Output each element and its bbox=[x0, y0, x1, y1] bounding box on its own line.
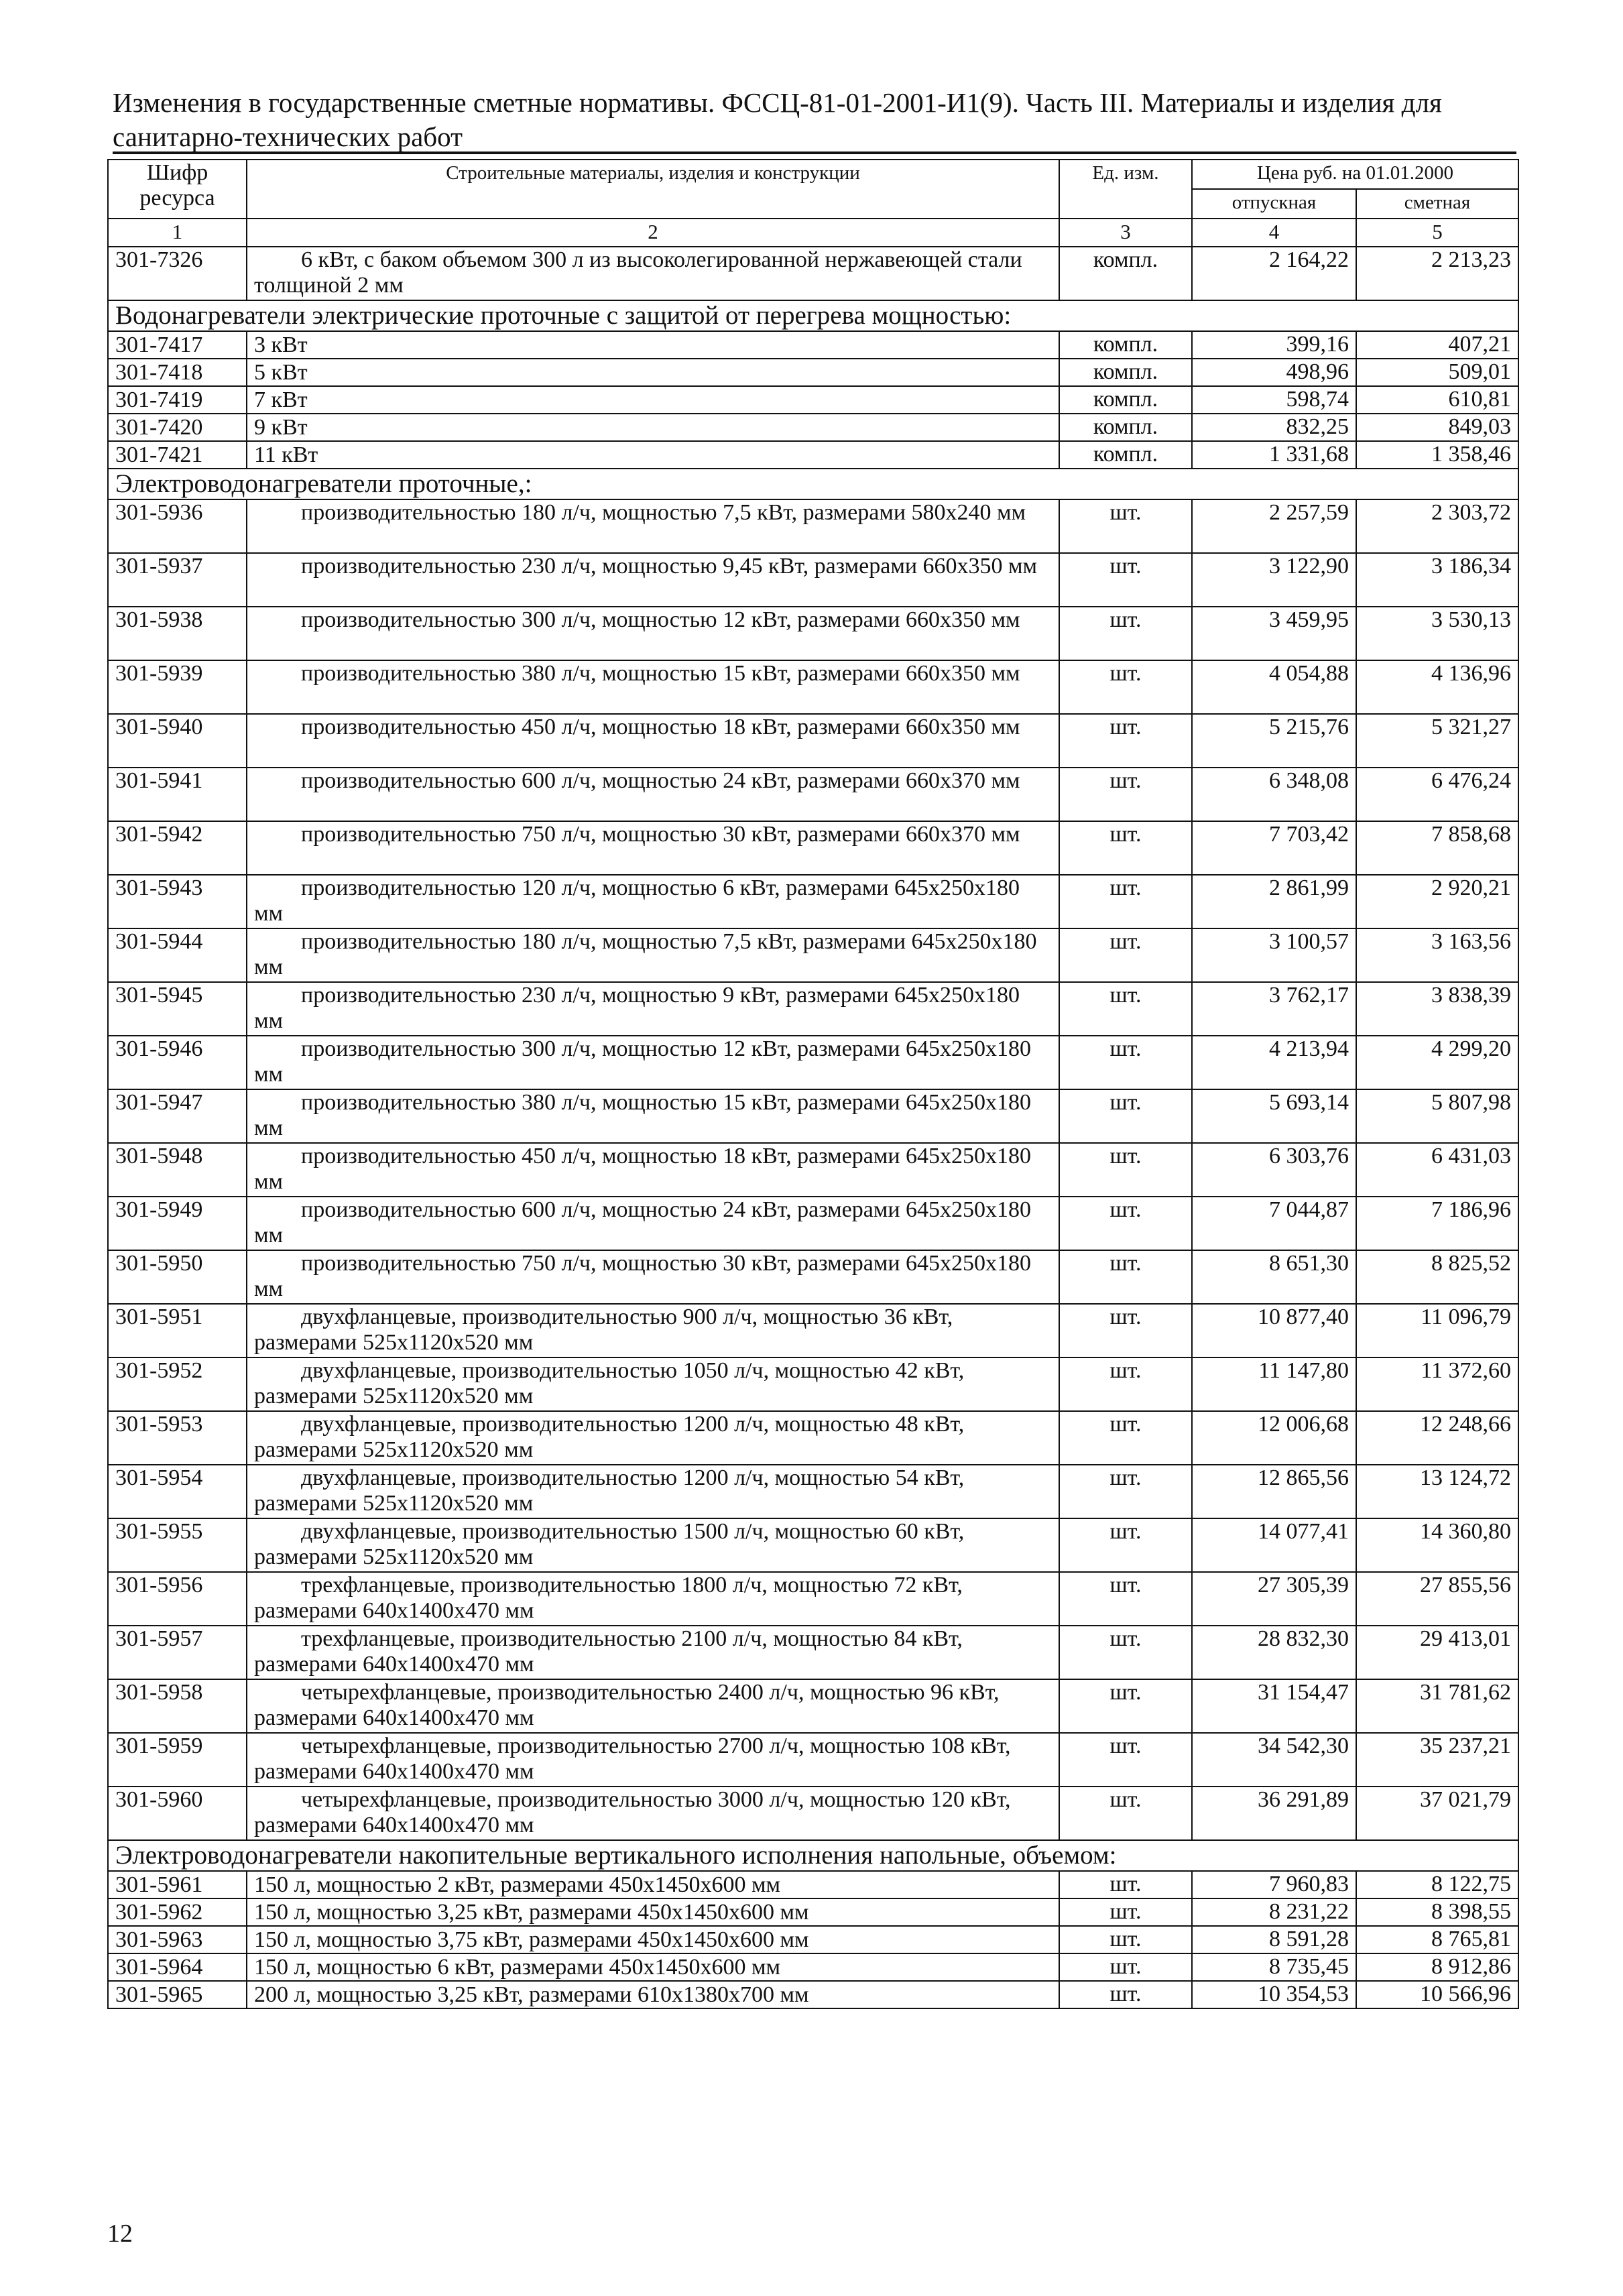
estimate-price-cell: 8 765,81 bbox=[1356, 1926, 1518, 1953]
estimate-price-cell: 509,01 bbox=[1356, 359, 1518, 386]
material-name-cell: трехфланцевые, производительностью 2100 л/ч, мощностью 84 кВт, размерами 640х1400х470 мм bbox=[247, 1626, 1059, 1679]
table-row bbox=[108, 982, 1518, 1036]
price-table bbox=[107, 159, 1519, 2009]
unit-cell: компл. bbox=[1059, 359, 1192, 386]
col-header-code: Шифр ресурса bbox=[108, 160, 247, 219]
unit-cell: шт. bbox=[1059, 875, 1192, 928]
page-number: 12 bbox=[107, 2220, 133, 2248]
estimate-price-cell: 6 431,03 bbox=[1356, 1143, 1518, 1197]
release-price-cell: 34 542,30 bbox=[1192, 1733, 1356, 1787]
table-row bbox=[108, 660, 1518, 714]
material-name-cell: производительностью 230 л/ч, мощностью 9,45 кВт, размерами 660х350 мм bbox=[247, 553, 1059, 607]
estimate-price-cell: 29 413,01 bbox=[1356, 1626, 1518, 1679]
material-name-cell: производительностью 380 л/ч, мощностью 15 кВт, размерами 645х250х180 мм bbox=[247, 1089, 1059, 1143]
estimate-price-cell: 8 398,55 bbox=[1356, 1898, 1518, 1926]
estimate-price-cell: 13 124,72 bbox=[1356, 1465, 1518, 1518]
table-row bbox=[108, 1679, 1518, 1733]
release-price-cell: 7 960,83 bbox=[1192, 1871, 1356, 1898]
material-name-cell: 150 л, мощностью 6 кВт, размерами 450х1450х600 мм bbox=[247, 1953, 1059, 1981]
unit-cell: компл. bbox=[1059, 331, 1192, 359]
release-price-cell: 6 303,76 bbox=[1192, 1143, 1356, 1197]
estimate-price-cell: 31 781,62 bbox=[1356, 1679, 1518, 1733]
unit-cell: шт. bbox=[1059, 1518, 1192, 1572]
unit-cell: шт. bbox=[1059, 1679, 1192, 1733]
col-index: 2 bbox=[247, 219, 1059, 247]
table-row bbox=[108, 331, 1518, 359]
material-name-cell: производительностью 750 л/ч, мощностью 30 кВт, размерами 660х370 мм bbox=[247, 821, 1059, 875]
release-price-cell: 399,16 bbox=[1192, 331, 1356, 359]
unit-cell: шт. bbox=[1059, 1143, 1192, 1197]
resource-code-cell: 301-5964 bbox=[108, 1953, 247, 1981]
resource-code-cell: 301-5950 bbox=[108, 1250, 247, 1304]
unit-cell: шт. bbox=[1059, 1626, 1192, 1679]
unit-cell: шт. bbox=[1059, 768, 1192, 821]
material-name-cell: 7 кВт bbox=[247, 386, 1059, 414]
release-price-cell: 12 865,56 bbox=[1192, 1465, 1356, 1518]
table-row bbox=[108, 1981, 1518, 2008]
material-name-cell: 9 кВт bbox=[247, 414, 1059, 441]
unit-cell: шт. bbox=[1059, 1733, 1192, 1787]
estimate-price-cell: 27 855,56 bbox=[1356, 1572, 1518, 1626]
release-price-cell: 14 077,41 bbox=[1192, 1518, 1356, 1572]
material-name-cell: 150 л, мощностью 2 кВт, размерами 450х1450х600 мм bbox=[247, 1871, 1059, 1898]
col-index: 1 bbox=[108, 219, 247, 247]
material-name-cell: трехфланцевые, производительностью 1800 л/ч, мощностью 72 кВт, размерами 640х1400х470 мм bbox=[247, 1572, 1059, 1626]
estimate-price-cell: 4 136,96 bbox=[1356, 660, 1518, 714]
release-price-cell: 7 044,87 bbox=[1192, 1197, 1356, 1250]
estimate-price-cell: 11 096,79 bbox=[1356, 1304, 1518, 1357]
resource-code-cell: 301-5962 bbox=[108, 1898, 247, 1926]
resource-code-cell: 301-7419 bbox=[108, 386, 247, 414]
unit-cell: шт. bbox=[1059, 1572, 1192, 1626]
estimate-price-cell: 8 825,52 bbox=[1356, 1250, 1518, 1304]
resource-code-cell: 301-5944 bbox=[108, 928, 247, 982]
resource-code-cell: 301-5958 bbox=[108, 1679, 247, 1733]
unit-cell: компл. bbox=[1059, 414, 1192, 441]
material-name-cell: двухфланцевые, производительностью 900 л/ч, мощностью 36 кВт, размерами 525х1120х520 мм bbox=[247, 1304, 1059, 1357]
table-row bbox=[108, 875, 1518, 928]
release-price-cell: 12 006,68 bbox=[1192, 1411, 1356, 1465]
unit-cell: компл. bbox=[1059, 247, 1192, 300]
unit-cell: шт. bbox=[1059, 1898, 1192, 1926]
section-row bbox=[108, 469, 1518, 499]
unit-cell: компл. bbox=[1059, 386, 1192, 414]
unit-cell: шт. bbox=[1059, 1465, 1192, 1518]
material-name-cell: 150 л, мощностью 3,25 кВт, размерами 450х1450х600 мм bbox=[247, 1898, 1059, 1926]
release-price-cell: 7 703,42 bbox=[1192, 821, 1356, 875]
estimate-price-cell: 37 021,79 bbox=[1356, 1787, 1518, 1840]
estimate-price-cell: 3 530,13 bbox=[1356, 607, 1518, 660]
material-name-cell: четырехфланцевые, производительностью 2400 л/ч, мощностью 96 кВт, размерами 640х1400х470 мм bbox=[247, 1679, 1059, 1733]
col-header-unit: Ед. изм. bbox=[1059, 160, 1192, 219]
header-rule bbox=[113, 152, 1516, 154]
release-price-cell: 4 213,94 bbox=[1192, 1036, 1356, 1089]
material-name-cell: производительностью 450 л/ч, мощностью 18 кВт, размерами 645х250х180 мм bbox=[247, 1143, 1059, 1197]
table-row bbox=[108, 1953, 1518, 1981]
resource-code-cell: 301-5955 bbox=[108, 1518, 247, 1572]
resource-code-cell: 301-5943 bbox=[108, 875, 247, 928]
resource-code-cell: 301-5951 bbox=[108, 1304, 247, 1357]
estimate-price-cell: 11 372,60 bbox=[1356, 1357, 1518, 1411]
estimate-price-cell: 35 237,21 bbox=[1356, 1733, 1518, 1787]
release-price-cell: 8 591,28 bbox=[1192, 1926, 1356, 1953]
resource-code-cell: 301-5939 bbox=[108, 660, 247, 714]
table-row bbox=[108, 499, 1518, 553]
estimate-price-cell: 3 163,56 bbox=[1356, 928, 1518, 982]
release-price-cell: 6 348,08 bbox=[1192, 768, 1356, 821]
resource-code-cell: 301-5959 bbox=[108, 1733, 247, 1787]
release-price-cell: 5 215,76 bbox=[1192, 714, 1356, 768]
table-row bbox=[108, 1626, 1518, 1679]
material-name-cell: производительностью 380 л/ч, мощностью 15 кВт, размерами 660х350 мм bbox=[247, 660, 1059, 714]
estimate-price-cell: 6 476,24 bbox=[1356, 768, 1518, 821]
material-name-cell: 3 кВт bbox=[247, 331, 1059, 359]
estimate-price-cell: 8 122,75 bbox=[1356, 1871, 1518, 1898]
unit-cell: шт. bbox=[1059, 1411, 1192, 1465]
resource-code-cell: 301-5945 bbox=[108, 982, 247, 1036]
resource-code-cell: 301-5937 bbox=[108, 553, 247, 607]
estimate-price-cell: 5 321,27 bbox=[1356, 714, 1518, 768]
estimate-price-cell: 3 838,39 bbox=[1356, 982, 1518, 1036]
estimate-price-cell: 4 299,20 bbox=[1356, 1036, 1518, 1089]
table-row bbox=[108, 821, 1518, 875]
section-heading: Электроводонагреватели накопительные вертикального исполнения напольные, объемом: bbox=[108, 1840, 1518, 1871]
unit-cell: шт. bbox=[1059, 1926, 1192, 1953]
release-price-cell: 832,25 bbox=[1192, 414, 1356, 441]
material-name-cell: двухфланцевые, производительностью 1200 л/ч, мощностью 48 кВт, размерами 525х1120х520 мм bbox=[247, 1411, 1059, 1465]
resource-code-cell: 301-7418 bbox=[108, 359, 247, 386]
table-row bbox=[108, 1898, 1518, 1926]
material-name-cell: производительностью 230 л/ч, мощностью 9 кВт, размерами 645х250х180 мм bbox=[247, 982, 1059, 1036]
unit-cell: шт. bbox=[1059, 1036, 1192, 1089]
section-heading: Электроводонагреватели проточные,: bbox=[108, 469, 1518, 499]
page-header-title: Изменения в государственные сметные нормативы. ФССЦ-81-01-2001-И1(9). Часть III. Материалы и изделия для санитарно-технических работ bbox=[113, 87, 1442, 152]
unit-cell: шт. bbox=[1059, 1787, 1192, 1840]
resource-code-cell: 301-5942 bbox=[108, 821, 247, 875]
col-header-price: Цена руб. на 01.01.2000 bbox=[1192, 160, 1518, 189]
release-price-cell: 1 331,68 bbox=[1192, 441, 1356, 469]
estimate-price-cell: 407,21 bbox=[1356, 331, 1518, 359]
release-price-cell: 3 122,90 bbox=[1192, 553, 1356, 607]
material-name-cell: производительностью 180 л/ч, мощностью 7,5 кВт, размерами 580х240 мм bbox=[247, 499, 1059, 553]
unit-cell: шт. bbox=[1059, 1304, 1192, 1357]
unit-cell: шт. bbox=[1059, 607, 1192, 660]
unit-cell: шт. bbox=[1059, 660, 1192, 714]
table-row bbox=[108, 247, 1518, 300]
resource-code-cell: 301-5941 bbox=[108, 768, 247, 821]
material-name-cell: производительностью 600 л/ч, мощностью 24 кВт, размерами 645х250х180 мм bbox=[247, 1197, 1059, 1250]
material-name-cell: производительностью 300 л/ч, мощностью 12 кВт, размерами 645х250х180 мм bbox=[247, 1036, 1059, 1089]
estimate-price-cell: 2 303,72 bbox=[1356, 499, 1518, 553]
estimate-price-cell: 7 186,96 bbox=[1356, 1197, 1518, 1250]
material-name-cell: производительностью 300 л/ч, мощностью 12 кВт, размерами 660х350 мм bbox=[247, 607, 1059, 660]
resource-code-cell: 301-5947 bbox=[108, 1089, 247, 1143]
resource-code-cell: 301-5954 bbox=[108, 1465, 247, 1518]
unit-cell: компл. bbox=[1059, 441, 1192, 469]
release-price-cell: 31 154,47 bbox=[1192, 1679, 1356, 1733]
unit-cell: шт. bbox=[1059, 1197, 1192, 1250]
resource-code-cell: 301-5940 bbox=[108, 714, 247, 768]
resource-code-cell: 301-5946 bbox=[108, 1036, 247, 1089]
unit-cell: шт. bbox=[1059, 553, 1192, 607]
material-name-cell: производительностью 450 л/ч, мощностью 18 кВт, размерами 660х350 мм bbox=[247, 714, 1059, 768]
estimate-price-cell: 2 920,21 bbox=[1356, 875, 1518, 928]
estimate-price-cell: 3 186,34 bbox=[1356, 553, 1518, 607]
release-price-cell: 3 100,57 bbox=[1192, 928, 1356, 982]
material-name-cell: двухфланцевые, производительностью 1050 л/ч, мощностью 42 кВт, размерами 525х1120х520 мм bbox=[247, 1357, 1059, 1411]
table-body bbox=[108, 247, 1518, 2008]
resource-code-cell: 301-5957 bbox=[108, 1626, 247, 1679]
release-price-cell: 3 762,17 bbox=[1192, 982, 1356, 1036]
estimate-price-cell: 849,03 bbox=[1356, 414, 1518, 441]
col-index: 3 bbox=[1059, 219, 1192, 247]
material-name-cell: производительностью 750 л/ч, мощностью 30 кВт, размерами 645х250х180 мм bbox=[247, 1250, 1059, 1304]
release-price-cell: 2 164,22 bbox=[1192, 247, 1356, 300]
material-name-cell: производительностью 180 л/ч, мощностью 7,5 кВт, размерами 645х250х180 мм bbox=[247, 928, 1059, 982]
resource-code-cell: 301-5965 bbox=[108, 1981, 247, 2008]
estimate-price-cell: 1 358,46 bbox=[1356, 441, 1518, 469]
release-price-cell: 10 877,40 bbox=[1192, 1304, 1356, 1357]
unit-cell: шт. bbox=[1059, 714, 1192, 768]
resource-code-cell: 301-5963 bbox=[108, 1926, 247, 1953]
material-name-cell: 6 кВт, с баком объемом 300 л из высоколегированной нержавеющей стали толщиной 2 мм bbox=[247, 247, 1059, 300]
unit-cell: шт. bbox=[1059, 1357, 1192, 1411]
table-row bbox=[108, 1465, 1518, 1518]
release-price-cell: 27 305,39 bbox=[1192, 1572, 1356, 1626]
release-price-cell: 8 231,22 bbox=[1192, 1898, 1356, 1926]
release-price-cell: 36 291,89 bbox=[1192, 1787, 1356, 1840]
resource-code-cell: 301-7420 bbox=[108, 414, 247, 441]
table-row bbox=[108, 1411, 1518, 1465]
release-price-cell: 598,74 bbox=[1192, 386, 1356, 414]
table-row bbox=[108, 386, 1518, 414]
table-row bbox=[108, 1926, 1518, 1953]
table-row bbox=[108, 714, 1518, 768]
table-row bbox=[108, 768, 1518, 821]
estimate-price-cell: 10 566,96 bbox=[1356, 1981, 1518, 2008]
section-row bbox=[108, 1840, 1518, 1871]
material-name-cell: двухфланцевые, производительностью 1200 л/ч, мощностью 54 кВт, размерами 525х1120х520 мм bbox=[247, 1465, 1059, 1518]
table-row bbox=[108, 607, 1518, 660]
material-name-cell: 5 кВт bbox=[247, 359, 1059, 386]
release-price-cell: 28 832,30 bbox=[1192, 1626, 1356, 1679]
table-row bbox=[108, 1357, 1518, 1411]
table-row bbox=[108, 1089, 1518, 1143]
release-price-cell: 11 147,80 bbox=[1192, 1357, 1356, 1411]
release-price-cell: 10 354,53 bbox=[1192, 1981, 1356, 2008]
table-row bbox=[108, 553, 1518, 607]
table-row bbox=[108, 1871, 1518, 1898]
release-price-cell: 498,96 bbox=[1192, 359, 1356, 386]
table-row bbox=[108, 1197, 1518, 1250]
resource-code-cell: 301-7326 bbox=[108, 247, 247, 300]
resource-code-cell: 301-5949 bbox=[108, 1197, 247, 1250]
release-price-cell: 5 693,14 bbox=[1192, 1089, 1356, 1143]
material-name-cell: 11 кВт bbox=[247, 441, 1059, 469]
material-name-cell: двухфланцевые, производительностью 1500 л/ч, мощностью 60 кВт, размерами 525х1120х520 мм bbox=[247, 1518, 1059, 1572]
release-price-cell: 3 459,95 bbox=[1192, 607, 1356, 660]
material-name-cell: производительностью 120 л/ч, мощностью 6 кВт, размерами 645х250х180 мм bbox=[247, 875, 1059, 928]
resource-code-cell: 301-5948 bbox=[108, 1143, 247, 1197]
resource-code-cell: 301-5956 bbox=[108, 1572, 247, 1626]
estimate-price-cell: 5 807,98 bbox=[1356, 1089, 1518, 1143]
estimate-price-cell: 14 360,80 bbox=[1356, 1518, 1518, 1572]
estimate-price-cell: 8 912,86 bbox=[1356, 1953, 1518, 1981]
col-index: 5 bbox=[1356, 219, 1518, 247]
table-row bbox=[108, 1304, 1518, 1357]
unit-cell: шт. bbox=[1059, 1871, 1192, 1898]
unit-cell: шт. bbox=[1059, 982, 1192, 1036]
unit-cell: шт. bbox=[1059, 821, 1192, 875]
unit-cell: шт. bbox=[1059, 499, 1192, 553]
table-row bbox=[108, 1572, 1518, 1626]
table-row bbox=[108, 359, 1518, 386]
estimate-price-cell: 2 213,23 bbox=[1356, 247, 1518, 300]
table-row bbox=[108, 1143, 1518, 1197]
resource-code-cell: 301-5938 bbox=[108, 607, 247, 660]
release-price-cell: 8 651,30 bbox=[1192, 1250, 1356, 1304]
resource-code-cell: 301-5936 bbox=[108, 499, 247, 553]
estimate-price-cell: 12 248,66 bbox=[1356, 1411, 1518, 1465]
release-price-cell: 2 861,99 bbox=[1192, 875, 1356, 928]
col-header-estimate-price: сметная bbox=[1356, 189, 1518, 219]
resource-code-cell: 301-5961 bbox=[108, 1871, 247, 1898]
material-name-cell: 150 л, мощностью 3,75 кВт, размерами 450х1450х600 мм bbox=[247, 1926, 1059, 1953]
resource-code-cell: 301-5953 bbox=[108, 1411, 247, 1465]
col-index: 4 bbox=[1192, 219, 1356, 247]
table-row bbox=[108, 1733, 1518, 1787]
estimate-price-cell: 610,81 bbox=[1356, 386, 1518, 414]
material-name-cell: четырехфланцевые, производительностью 2700 л/ч, мощностью 108 кВт, размерами 640х1400х470 мм bbox=[247, 1733, 1059, 1787]
col-header-name: Строительные материалы, изделия и конструкции bbox=[247, 160, 1059, 219]
release-price-cell: 2 257,59 bbox=[1192, 499, 1356, 553]
material-name-cell: четырехфланцевые, производительностью 3000 л/ч, мощностью 120 кВт, размерами 640х1400х470 мм bbox=[247, 1787, 1059, 1840]
table-row bbox=[108, 441, 1518, 469]
table-row bbox=[108, 1787, 1518, 1840]
resource-code-cell: 301-5952 bbox=[108, 1357, 247, 1411]
material-name-cell: 200 л, мощностью 3,25 кВт, размерами 610х1380х700 мм bbox=[247, 1981, 1059, 2008]
release-price-cell: 4 054,88 bbox=[1192, 660, 1356, 714]
unit-cell: шт. bbox=[1059, 928, 1192, 982]
material-name-cell: производительностью 600 л/ч, мощностью 24 кВт, размерами 660х370 мм bbox=[247, 768, 1059, 821]
table-row bbox=[108, 1036, 1518, 1089]
release-price-cell: 8 735,45 bbox=[1192, 1953, 1356, 1981]
table-row bbox=[108, 928, 1518, 982]
table-row bbox=[108, 414, 1518, 441]
table-row bbox=[108, 1250, 1518, 1304]
unit-cell: шт. bbox=[1059, 1089, 1192, 1143]
section-heading: Водонагреватели электрические проточные с защитой от перегрева мощностью: bbox=[108, 300, 1518, 331]
unit-cell: шт. bbox=[1059, 1953, 1192, 1981]
estimate-price-cell: 7 858,68 bbox=[1356, 821, 1518, 875]
resource-code-cell: 301-7421 bbox=[108, 441, 247, 469]
resource-code-cell: 301-5960 bbox=[108, 1787, 247, 1840]
resource-code-cell: 301-7417 bbox=[108, 331, 247, 359]
section-row bbox=[108, 300, 1518, 331]
unit-cell: шт. bbox=[1059, 1250, 1192, 1304]
table-row bbox=[108, 1518, 1518, 1572]
unit-cell: шт. bbox=[1059, 1981, 1192, 2008]
col-header-release-price: отпускная bbox=[1192, 189, 1356, 219]
